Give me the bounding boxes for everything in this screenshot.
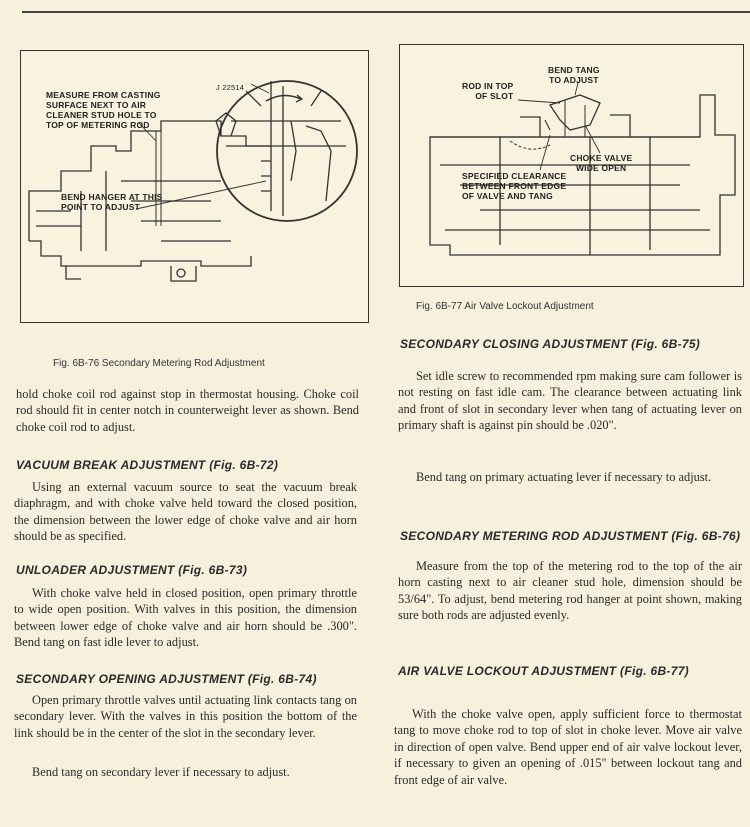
vacuum-break-text: Using an external vacuum source to seat the vacuum break diaphragm, and with choke valve held toward the closed position, the dimension between the lower edge of choke valve and air horn should be as specified. (14, 480, 357, 544)
unloader-text: With choke valve held in closed position, open primary throttle to wide open position. With valves in this position, the dimension between lower edge of choke valve and air horn should be .300". Bend tang on fast idle lever to adjust. (14, 586, 357, 650)
secondary-closing-heading: SECONDARY CLOSING ADJUSTMENT (Fig. 6B-75) (400, 337, 701, 351)
secondary-closing-text-1: Set idle screw to recommended rpm making sure cam follower is not resting on fast idle cam. The clearance between actuating link and front of slot in secondary lever when tang of actuating lever on primary shaft is against pin should be .020". (398, 369, 742, 433)
unloader-heading: UNLOADER ADJUSTMENT (Fig. 6B-73) (16, 563, 248, 577)
figure-77-clearance-label: SPECIFIED CLEARANCE BETWEEN FRONT EDGE OF VALVE AND TANG (462, 171, 567, 201)
figure-6b-77 (399, 44, 744, 287)
intro-paragraph: hold choke coil rod against stop in thermostat housing. Choke coil rod should fit in center notch in counterweight lever as shown. Bend choke coil rod to adjust. (16, 387, 359, 434)
secondary-closing-text-2: Bend tang on primary actuating lever if necessary to adjust. (416, 470, 712, 484)
vacuum-break-heading: VACUUM BREAK ADJUSTMENT (Fig. 6B-72) (16, 458, 279, 472)
secondary-metering-heading: SECONDARY METERING ROD ADJUSTMENT (Fig. 6B-76) (400, 529, 741, 543)
figure-77-caption: Fig. 6B-77 Air Valve Lockout Adjustment (416, 301, 594, 312)
page-top-rule (22, 11, 750, 13)
secondary-opening-heading: SECONDARY OPENING ADJUSTMENT (Fig. 6B-74) (16, 672, 317, 686)
air-valve-lockout-text: With the choke valve open, apply sufficient force to thermostat tang to move choke rod to top of slot in choke lever. Move air valve in direction of open valve. Bend upper end of air valve lockout lever, if necessary to given an opening of .015" between lockout tang and front edge of air valve. (394, 707, 742, 787)
figure-6b-76 (20, 50, 369, 323)
figure-77-bend-tang-label: BEND TANG TO ADJUST (548, 65, 600, 85)
secondary-opening-text-1: Open primary throttle valves until actuating link contacts tang on secondary lever. With the valves in this position the bottom of the link should be in the center of the slot in the secondary lever. (14, 693, 357, 740)
figure-77-rod-in-top-label: ROD IN TOP OF SLOT (462, 81, 514, 101)
air-valve-lockout-heading: AIR VALVE LOCKOUT ADJUSTMENT (Fig. 6B-77) (398, 664, 689, 678)
figure-76-caption: Fig. 6B-76 Secondary Metering Rod Adjustment (53, 358, 265, 369)
figure-76-measure-label: MEASURE FROM CASTING SURFACE NEXT TO AIR CLEANER STUD HOLE TO TOP OF METERING ROD (46, 90, 161, 130)
secondary-metering-text: Measure from the top of the metering rod to the top of the air horn casting next to air cleaner stud hole, dimension should be 53/64". To adjust, bend metering rod hanger at point shown, making sure both rods are adjusted evenly. (398, 559, 742, 623)
figure-76-bend-hanger-label: BEND HANGER AT THIS POINT TO ADJUST (61, 192, 163, 212)
figure-76-tool-label: J 22514 (216, 83, 245, 92)
figure-77-choke-valve-label: CHOKE VALVE WIDE OPEN (570, 153, 633, 173)
secondary-opening-text-2: Bend tang on secondary lever if necessary to adjust. (32, 765, 290, 779)
